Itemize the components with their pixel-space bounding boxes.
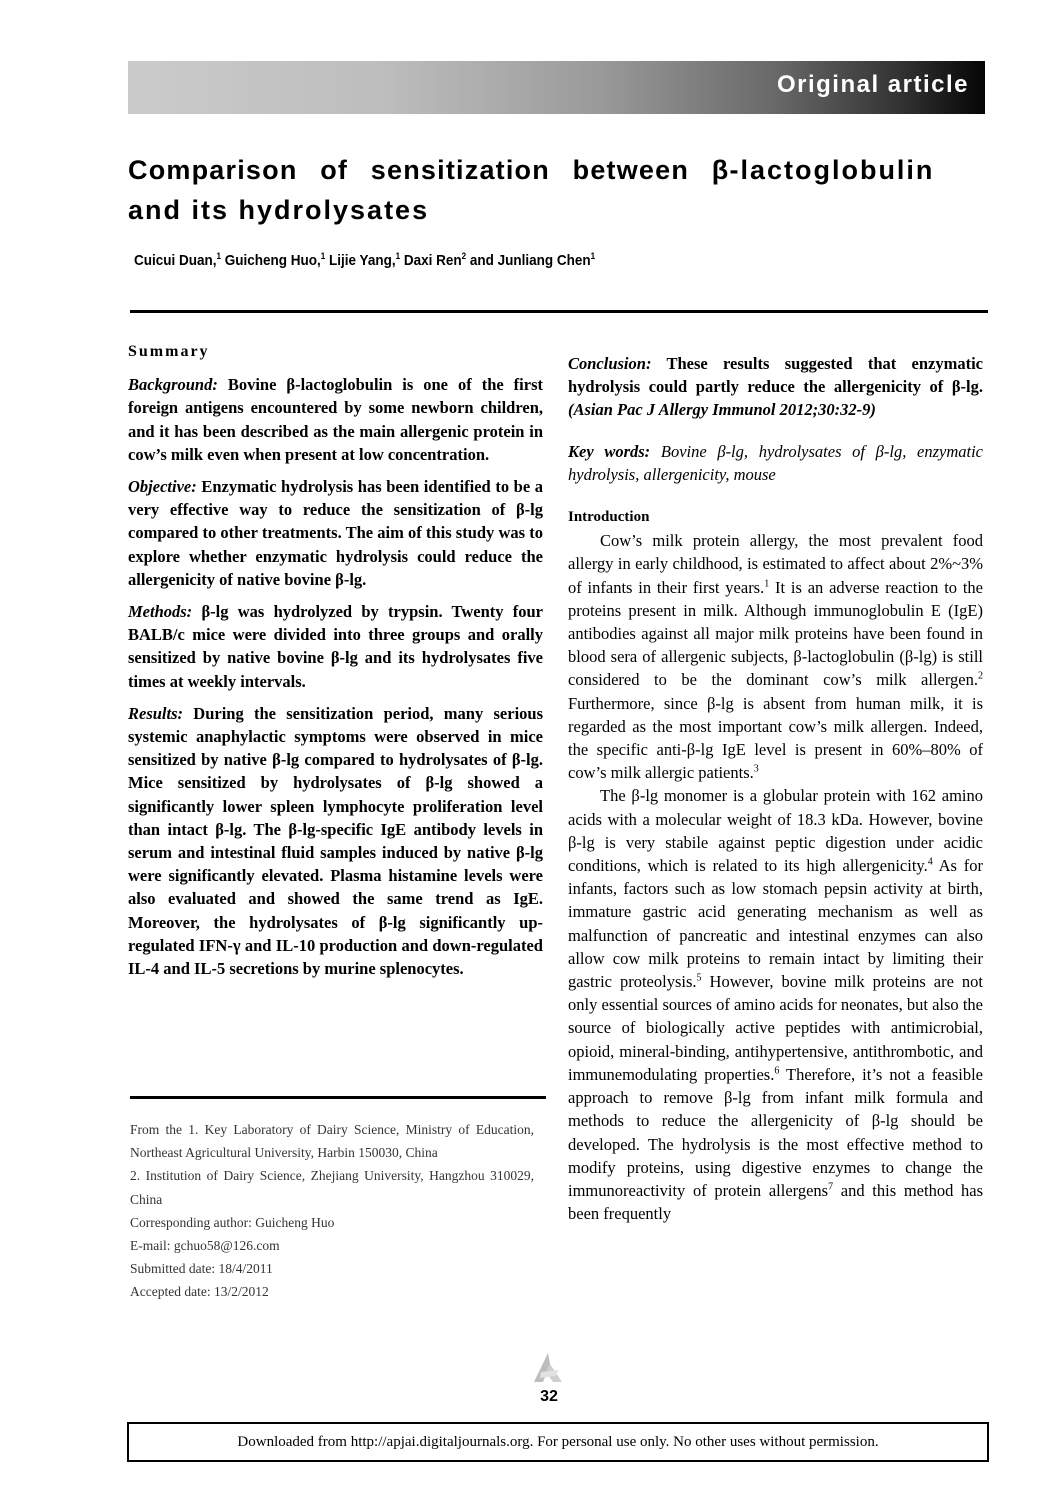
affiliation-1: From the 1. Key Laboratory of Dairy Science, Ministry of Education, Northeast Agricultural University, Harbin 150030, China	[130, 1122, 534, 1161]
author: Cuicui Duan,$^1$	[134, 251, 222, 269]
title-line-2: and its hydrolysates	[128, 195, 430, 225]
summary-column	[128, 340, 543, 989]
author: and Junliang Chen$^1$	[469, 251, 596, 269]
accepted-date: Accepted date: 13/2/2012	[130, 1284, 269, 1300]
conclusion-paragraph: Conclusion: These results suggested that enzymatic hydrolysis could partly reduce the allergenicity of β-lg. (Asian Pac J Allergy Immunol 2012;30:32-9)	[568, 354, 984, 420]
author: Lijie Yang,$^1$	[329, 251, 401, 269]
summary-heading: Summary	[128, 343, 210, 360]
journal-logo-icon	[531, 1352, 565, 1384]
section-banner	[128, 61, 985, 114]
download-notice: Downloaded from http://apjai.digitaljournals.org. For personal use only. No other uses without permission.	[127, 1422, 989, 1462]
author-footnote	[130, 1118, 534, 1304]
objective-paragraph: Objective: Enzymatic hydrolysis has been identified to be a very effective way to reduce the sensitization of β-lg compared to other treatments. The aim of this study was to explore whether enzymatic hydrolysis could reduce the allergenicity of native bovine β-lg.	[128, 477, 543, 589]
keywords: Key words: Bovine β-lg, hydrolysates of β-lg, enzymatic hydrolysis, allergenicity, mouse	[568, 441, 983, 484]
email: E-mail: gchuo58@126.com	[130, 1238, 280, 1254]
right-column	[568, 352, 983, 1225]
section-label: Original article	[776, 71, 969, 98]
intro-paragraph-2: The β-lg monomer is a globular protein with 162 amino acids with a molecular weight of 18.3 kDa. However, bovine β-lg is very stabile against peptic digestion under acidic conditions, which is related to its high allergenicity.$^4$ As for infants, factors such as low stomach pepsin activity at birth, immature gastric acid generating mechanism as well as malfunction of pancreatic and intestinal enzymes can also allow cow milk proteins to remain intact by limiting their gastric proteolysis.$^5$ However, bovine milk proteins are not only essential sources of amino acids for neonates, but also the source of biologically active peptides with antimicrobial, opioid, mineral-binding, antihypertensive, antithrombotic, and immunemodulating properties.$^6$ Therefore, it’s not a feasible approach to remove β-lg from infant milk formula and methods to reduce the allergenicity of β-lg should be developed. The hydrolysis is the most effective method to modify proteins, using digestive enzymes to change the immunoreactivity of protein allergens$^7$ and this method has been frequently	[568, 786, 984, 1224]
title-line-1-bold: Comparison of sensitization between β	[128, 155, 730, 185]
citation: (Asian Pac J Allergy Immunol 2012;30:32-9)	[568, 400, 876, 420]
intro-paragraph-1: Cow’s milk protein allergy, the most prevalent food allergy in early childhood, is estimated to affect about 2%~3% of infants in their first years.$^1$ It is an adverse reaction to the proteins present in milk. Although immunoglobulin E (IgE) antibodies against all major milk proteins have been found in blood sera of allergenic subjects, β-lactoglobulin (β-lg) is still considered to be the dominant cow’s milk allergen.$^2$ Furthermore, since β-lg is absent from human milk, it is regarded as the most important cow’s milk allergen. Indeed, the specific anti-β-lg IgE level is present in 60%–80% of cow’s milk allergic patients.$^3$	[568, 531, 983, 783]
author: Guicheng Huo,$^1$	[224, 251, 326, 269]
article-title	[128, 150, 988, 230]
author-list	[134, 252, 595, 269]
footnote-divider	[130, 1096, 546, 1099]
author: Daxi Ren$^2$	[403, 251, 467, 269]
methods-paragraph: Methods: β-lg was hydrolyzed by trypsin. Twenty four BALB/c mice were divided into three groups and orally sensitized by native bovine β-lg and its hydrolysates five times at weekly intervals.	[128, 602, 544, 691]
background-paragraph: Background: Bovine β-lactoglobulin is one of the first foreign antigens encountered by some newborn children, and it has been described as the main allergenic protein in cow’s milk even when present at low concentration.	[128, 375, 543, 464]
page-number: 32	[540, 1388, 558, 1405]
submitted-date: Submitted date: 18/4/2011	[130, 1261, 273, 1277]
title-line-1-rest: -lactoglobulin	[729, 155, 935, 185]
header-divider	[130, 310, 988, 313]
introduction-heading: Introduction	[568, 509, 650, 526]
affiliation-2: 2. Institution of Dairy Science, Zhejiang University, Hangzhou 310029, China	[130, 1168, 534, 1207]
results-paragraph: Results: During the sensitization period, many serious systemic anaphylactic symptoms were observed in mice sensitized by native β-lg compared to hydrolysates of β-lg. Mice sensitized by hydrolysates of β-lg showed a significantly lower spleen lymphocyte proliferation level than intact β-lg. The β-lg-specific IgE antibody levels in serum and intestinal fluid samples induced by native β-lg were significantly elevated. Plasma histamine levels were also evaluated and showed the same trend as IgE. Moreover, the hydrolysates of β-lg significantly up-regulated IFN-γ and IL-10 production and down-regulated IL-4 and IL-5 secretions by murine splenocytes.	[128, 703, 543, 979]
corresponding-author: Corresponding author: Guicheng Huo	[130, 1214, 335, 1230]
